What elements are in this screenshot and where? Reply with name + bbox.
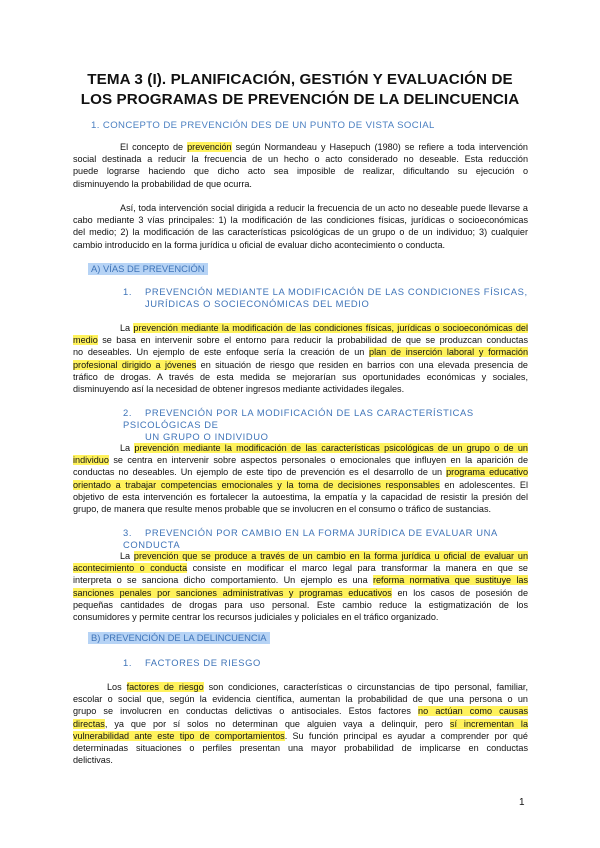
highlight-span: prevención <box>187 142 232 152</box>
text-span: conductas no deseables. Un ejemplo de este tipo de prevención es el desarrollo de un <box>73 467 447 478</box>
text-line: disminuyendo así la necesidad de obtener ingresos mediante actividades ilegales. <box>73 383 405 394</box>
text-line <box>73 718 528 730</box>
subsection-title-line: PREVENCIÓN POR CAMBIO EN LA FORMA JURÍDICA DE EVALUAR UNA CONDUCTA <box>123 527 498 550</box>
highlight-span: no actúan como causas <box>418 706 528 717</box>
subsection-title-line: JURÍDICAS O SOCIECONÓMICAS DEL MEDIO <box>145 298 370 309</box>
text-span: en adolescentes. El <box>439 479 528 490</box>
text-line: delictivas. <box>73 755 113 766</box>
text-span: La <box>120 323 134 333</box>
highlight-span: individuo <box>73 455 109 466</box>
text-line: cabo mediante 3 vías principales: 1) la modificación de las condiciones físicas, jurídicas o socioeconómicas <box>73 215 528 226</box>
text-span: grupo se involucren en conductas delictivas o antisociales. Estos factores <box>73 706 419 717</box>
text-line <box>73 359 528 371</box>
highlight-span: plan de inserción laboral y formación <box>369 347 528 358</box>
text-span: según Normandeau y Hasepuch (1980) se refiere a toda intervención <box>231 142 528 152</box>
text-line <box>73 346 528 358</box>
subsection-number: 3. <box>123 527 133 538</box>
text-line <box>73 322 528 334</box>
text-line <box>73 730 528 742</box>
text-line: consumidores y permite centrar los recursos judiciales y policiales en el tráfico organizado. <box>73 611 439 622</box>
text-line <box>73 466 528 478</box>
highlight-span: acontecimiento o conducta <box>73 563 188 574</box>
text-span: se centra en intervenir sobre aspectos personales o emocionales que influyen en la aparición de <box>108 455 528 466</box>
subsection-title-line: PREVENCIÓN MEDIANTE LA MODIFICACIÓN DE LAS CONDICIONES FÍSICAS, <box>145 286 528 297</box>
highlight-span: factores de riesgo <box>126 682 204 692</box>
highlight-span: sí incrementan la <box>449 718 528 729</box>
subsection-a3-heading <box>123 527 533 551</box>
page-number: 1 <box>519 797 525 808</box>
document-title <box>60 70 540 110</box>
highlight-span: vulnerabilidad ante este tipo de comportamientos <box>73 730 285 741</box>
title-line-2: LOS PROGRAMAS DE PREVENCIÓN DE LA DELINCUENCIA <box>80 91 520 108</box>
subsection-a2-heading <box>123 407 533 443</box>
subsection-title-line: FACTORES DE RIESGO <box>145 657 261 668</box>
text-line: del medio; 2) la modificación de las características psicológicas de un grupo o de un individuo; 3) cualquier <box>73 227 528 238</box>
text-line: objetivo de esta intervención es fortalecer la autoestima, la empatía y la capacidad de resistir la presión del <box>73 491 528 502</box>
subsection-a1-heading <box>123 286 533 310</box>
text-span: , ya que por sí solos no determinan que alguien vaya a delinquir, pero <box>104 718 450 729</box>
highlight-span: prevención que se produce a través de un cambio en la forma jurídica u oficial de evaluar un <box>133 551 528 561</box>
subsection-number: 1. <box>123 657 133 668</box>
text-span: . Su función principal es ayudar a comprender por qué <box>284 730 528 741</box>
text-span: en los casos de posesión de <box>391 587 528 598</box>
highlight-span: directas <box>73 718 105 729</box>
text-line <box>73 562 528 574</box>
title-line-1: TEMA 3 (I). PLANIFICACIÓN, GESTIÓN Y EVALUACIÓN DE <box>87 71 513 88</box>
highlight-span: prevención mediante la modificación de las condiciones físicas, jurídicas o socioeconómicas del <box>133 323 528 333</box>
text-span: interpreta o se sanciona dicho comportamiento. Un ejemplo es una <box>73 575 373 586</box>
text-span: Los <box>107 682 127 692</box>
section-1-heading: 1. CONCEPTO DE PREVENCIÓN DES DE UN PUNTO DE VISTA SOCIAL <box>91 120 435 131</box>
text-line <box>73 705 528 717</box>
text-line <box>73 454 528 466</box>
text-line <box>73 550 528 562</box>
section-1-paragraph-2 <box>73 202 528 251</box>
subsection-title-line: UN GRUPO O INDIVIDUO <box>145 431 269 442</box>
text-span: La <box>120 443 135 453</box>
text-span: son condiciones, características o circunstancias de tipo personal, familiar, <box>203 682 528 692</box>
text-line <box>73 587 528 599</box>
highlight-span: medio <box>73 335 98 346</box>
text-line: determinadas situaciones o perfiles presentan una mayor probabilidad de implicarse en conductas <box>73 742 528 753</box>
section-b-heading: B) PREVENCIÓN DE LA DELINCUENCIA <box>88 632 270 644</box>
subsection-number: 2. <box>123 407 133 418</box>
text-line: pequeñas cantidades de drogas para uso personal. Este cambio reduce la estigmatización de los <box>73 599 528 610</box>
text-span: El concepto de <box>120 142 188 152</box>
subsection-b1-heading <box>123 657 533 669</box>
text-line: puede lograrse haciendo que dicho acto sea imposible de realizar, dificultando su ejecución o <box>73 166 528 177</box>
highlight-span: orientado a trabajar competencias emocionales y la toma de decisiones responsables <box>73 479 440 490</box>
subsection-a3-paragraph <box>73 550 528 623</box>
highlight-span: sanciones penales por sanciones administrativas y programas educativos <box>73 587 392 598</box>
highlight-span: profesional dirigido a jóvenes <box>73 359 197 370</box>
text-line <box>73 334 528 346</box>
text-span: consiste en modificar el marco legal para transformar la manera en que se <box>187 563 528 574</box>
subsection-a1-paragraph <box>73 322 528 395</box>
text-span: no deseables. Un ejemplo de este enfoque sería la creación de un <box>73 347 370 358</box>
text-line: social destinada a reducir la frecuencia de un hecho o acto considerado no deseable. Esta reducción <box>73 154 528 165</box>
text-line <box>73 479 528 491</box>
text-span: La <box>120 551 134 561</box>
subsection-b1-paragraph <box>73 681 528 766</box>
text-line: tráfico de drogas. A través de esta medida se mejorarían sus oportunidades económicas y sociales, <box>73 371 528 382</box>
text-line: escolar o social que, según la evidencia científica, aumentan la probabilidad de que una persona o un <box>73 694 528 705</box>
text-line: disminuyendo la probabilidad de que ocurra. <box>73 178 252 189</box>
section-1-paragraph-1 <box>73 141 528 190</box>
text-line <box>73 442 528 454</box>
highlight-span: prevención mediante la modificación de las características psicológicas de un grupo o de un <box>134 443 528 453</box>
text-line <box>73 681 528 693</box>
section-a-heading: A) VÍAS DE PREVENCIÓN <box>88 263 208 275</box>
highlight-span: programa educativo <box>446 467 528 478</box>
text-line <box>73 574 528 586</box>
text-line: cambio introducido en la forma jurídica u oficial de evaluar dicho acontecimiento o conducta. <box>73 239 446 250</box>
text-line: grupo, de manera que resulte menos probable que se involucren en el consumo o tráfico de sustancias. <box>73 503 492 514</box>
subsection-number: 1. <box>123 286 133 297</box>
subsection-a2-paragraph <box>73 442 528 515</box>
text-span: se basa en intervenir sobre el entorno para reducir la probabilidad de que se produzcan conductas <box>97 335 528 346</box>
subsection-title-line: PREVENCIÓN POR LA MODIFICACIÓN DE LAS CARACTERÍSTICAS PSICOLÓGICAS DE <box>123 407 474 430</box>
text-span: en situación de riesgo que residen en barrios con una elevada presencia de <box>196 359 528 370</box>
text-line: Así, toda intervención social dirigida a reducir la frecuencia de un acto no deseable puede llevarse a <box>120 203 528 213</box>
highlight-span: reforma normativa que sustituye las <box>372 575 528 586</box>
text-line <box>73 141 528 153</box>
